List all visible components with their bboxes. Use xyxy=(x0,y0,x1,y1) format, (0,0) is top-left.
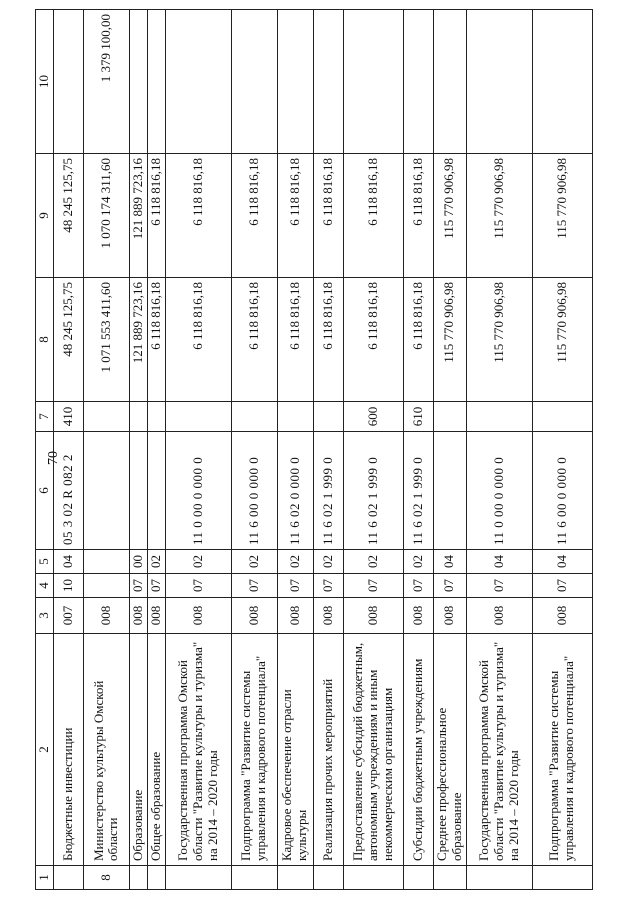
cell-c5: 04 xyxy=(532,550,592,574)
cell-c4 xyxy=(83,574,129,598)
cell-n xyxy=(147,866,165,890)
cell-name: Общее образование xyxy=(147,634,165,866)
cell-c8: 115 770 906,98 xyxy=(433,278,466,402)
column-header: 2 xyxy=(36,634,54,866)
cell-c5: 02 xyxy=(313,550,343,574)
cell-c5: 00 xyxy=(129,550,147,574)
budget-table xyxy=(35,9,593,890)
cell-name: Кадровое обеспечение отрасли культуры xyxy=(277,634,313,866)
table-row xyxy=(147,10,165,890)
cell-c10 xyxy=(466,10,532,154)
cell-c5: 02 xyxy=(277,550,313,574)
cell-name: Государственная программа Омской области "Развитие культуры и туризма" на 2014 – 2020 годы xyxy=(466,634,532,866)
cell-c4: 07 xyxy=(403,574,433,598)
cell-c3: 008 xyxy=(343,598,403,634)
cell-c8: 6 118 816,18 xyxy=(403,278,433,402)
cell-c7 xyxy=(313,402,343,432)
cell-name: Образование xyxy=(129,634,147,866)
table-row xyxy=(466,10,532,890)
cell-c9: 6 118 816,18 xyxy=(231,154,277,278)
cell-c10 xyxy=(532,10,592,154)
column-header: 6 xyxy=(36,432,54,550)
cell-n xyxy=(313,866,343,890)
cell-c3: 008 xyxy=(466,598,532,634)
table-row xyxy=(53,10,83,890)
cell-c3: 008 xyxy=(165,598,231,634)
cell-c4: 07 xyxy=(231,574,277,598)
cell-c9: 6 118 816,18 xyxy=(147,154,165,278)
cell-c3: 008 xyxy=(231,598,277,634)
table-row xyxy=(433,10,466,890)
cell-c8: 48 245 125,75 xyxy=(53,278,83,402)
cell-c10 xyxy=(231,10,277,154)
cell-c4: 07 xyxy=(433,574,466,598)
cell-c8: 6 118 816,18 xyxy=(277,278,313,402)
cell-name: Министерство культуры Омской области xyxy=(83,634,129,866)
cell-c7 xyxy=(83,402,129,432)
cell-c3: 008 xyxy=(277,598,313,634)
cell-c7 xyxy=(231,402,277,432)
cell-c7 xyxy=(433,402,466,432)
cell-n xyxy=(532,866,592,890)
cell-n xyxy=(165,866,231,890)
cell-c8: 6 118 816,18 xyxy=(147,278,165,402)
rotated-table-wrap xyxy=(35,10,635,890)
cell-c9: 6 118 816,18 xyxy=(313,154,343,278)
cell-c6 xyxy=(147,432,165,550)
header-row xyxy=(36,10,54,890)
cell-c7 xyxy=(129,402,147,432)
cell-c10 xyxy=(403,10,433,154)
cell-c6 xyxy=(433,432,466,550)
cell-c9: 48 245 125,75 xyxy=(53,154,83,278)
cell-c7: 610 xyxy=(403,402,433,432)
cell-n xyxy=(343,866,403,890)
column-header: 1 xyxy=(36,866,54,890)
cell-name: Предоставление субсидий бюджетным, автономным учреждениям и иным некоммерческим организациям xyxy=(343,634,403,866)
cell-c4: 07 xyxy=(129,574,147,598)
cell-c9: 115 770 906,98 xyxy=(433,154,466,278)
table-row xyxy=(165,10,231,890)
cell-name: Реализация прочих мероприятий xyxy=(313,634,343,866)
cell-c5: 04 xyxy=(433,550,466,574)
cell-c7 xyxy=(165,402,231,432)
cell-c7: 600 xyxy=(343,402,403,432)
cell-c9: 6 118 816,18 xyxy=(165,154,231,278)
column-header: 8 xyxy=(36,278,54,402)
cell-n xyxy=(466,866,532,890)
cell-c7 xyxy=(277,402,313,432)
cell-c3: 008 xyxy=(532,598,592,634)
cell-c10 xyxy=(147,10,165,154)
table-row xyxy=(277,10,313,890)
cell-c3: 008 xyxy=(147,598,165,634)
cell-c10: 1 379 100,00 xyxy=(83,10,129,154)
cell-c9: 1 070 174 311,60 xyxy=(83,154,129,278)
cell-c9: 121 889 723,16 xyxy=(129,154,147,278)
cell-name: Государственная программа Омской области "Развитие культуры и туризма" на 2014 – 2020 годы xyxy=(165,634,231,866)
table-row xyxy=(313,10,343,890)
cell-c9: 6 118 816,18 xyxy=(277,154,313,278)
cell-c6: 11 6 02 1 999 0 xyxy=(313,432,343,550)
cell-c10 xyxy=(277,10,313,154)
cell-c8: 1 071 553 411,60 xyxy=(83,278,129,402)
cell-c4: 07 xyxy=(313,574,343,598)
cell-c5: 02 xyxy=(147,550,165,574)
cell-c3: 008 xyxy=(403,598,433,634)
cell-c5: 02 xyxy=(403,550,433,574)
cell-c3: 007 xyxy=(53,598,83,634)
cell-c6: 05 3 02 R 082 2 xyxy=(53,432,83,550)
cell-c8: 6 118 816,18 xyxy=(313,278,343,402)
cell-c6: 11 0 00 0 000 0 xyxy=(165,432,231,550)
cell-c4: 07 xyxy=(165,574,231,598)
cell-c4: 07 xyxy=(466,574,532,598)
table-row xyxy=(532,10,592,890)
cell-n: 8 xyxy=(83,866,129,890)
cell-c8: 121 889 723,16 xyxy=(129,278,147,402)
cell-c6 xyxy=(83,432,129,550)
cell-c10 xyxy=(53,10,83,154)
cell-c5: 04 xyxy=(466,550,532,574)
table-row xyxy=(231,10,277,890)
cell-c3: 008 xyxy=(433,598,466,634)
cell-c7 xyxy=(147,402,165,432)
column-header: 3 xyxy=(36,598,54,634)
cell-name: Субсидии бюджетным учреждениям xyxy=(403,634,433,866)
cell-c10 xyxy=(129,10,147,154)
column-header: 7 xyxy=(36,402,54,432)
cell-c3: 008 xyxy=(129,598,147,634)
cell-c5: 02 xyxy=(231,550,277,574)
table-row xyxy=(343,10,403,890)
cell-c7 xyxy=(532,402,592,432)
cell-c4: 07 xyxy=(147,574,165,598)
cell-name: Подпрограмма "Развитие системы управления и кадрового потенциала" xyxy=(532,634,592,866)
cell-c5: 04 xyxy=(53,550,83,574)
cell-name: Бюджетные инвестиции xyxy=(53,634,83,866)
page-number: 70 xyxy=(46,451,61,465)
cell-c4: 07 xyxy=(343,574,403,598)
cell-c9: 6 118 816,18 xyxy=(403,154,433,278)
column-header: 5 xyxy=(36,550,54,574)
column-header: 4 xyxy=(36,574,54,598)
cell-c9: 115 770 906,98 xyxy=(466,154,532,278)
cell-c6: 11 6 02 0 000 0 xyxy=(277,432,313,550)
cell-c10 xyxy=(165,10,231,154)
cell-c6: 11 0 00 0 000 0 xyxy=(466,432,532,550)
cell-c8: 6 118 816,18 xyxy=(343,278,403,402)
cell-n xyxy=(277,866,313,890)
cell-c9: 6 118 816,18 xyxy=(343,154,403,278)
cell-c10 xyxy=(313,10,343,154)
cell-c3: 008 xyxy=(313,598,343,634)
column-header: 10 xyxy=(36,10,54,154)
cell-n xyxy=(433,866,466,890)
cell-n xyxy=(403,866,433,890)
cell-c8: 115 770 906,98 xyxy=(532,278,592,402)
cell-c6: 11 6 00 0 000 0 xyxy=(231,432,277,550)
cell-c6: 11 6 02 1 999 0 xyxy=(343,432,403,550)
cell-c5 xyxy=(83,550,129,574)
cell-c8: 115 770 906,98 xyxy=(466,278,532,402)
table-row xyxy=(129,10,147,890)
cell-c5: 02 xyxy=(165,550,231,574)
column-header: 9 xyxy=(36,154,54,278)
table-body xyxy=(53,10,592,890)
cell-n xyxy=(129,866,147,890)
cell-n xyxy=(53,866,83,890)
cell-c4: 10 xyxy=(53,574,83,598)
cell-c3: 008 xyxy=(83,598,129,634)
cell-c4: 07 xyxy=(532,574,592,598)
cell-c9: 115 770 906,98 xyxy=(532,154,592,278)
cell-c4: 07 xyxy=(277,574,313,598)
cell-c6: 11 6 02 1 999 0 xyxy=(403,432,433,550)
cell-c7: 410 xyxy=(53,402,83,432)
cell-c6: 11 6 00 0 000 0 xyxy=(532,432,592,550)
cell-c8: 6 118 816,18 xyxy=(231,278,277,402)
cell-c7 xyxy=(466,402,532,432)
cell-name: Подпрограмма "Развитие системы управления и кадрового потенциала" xyxy=(231,634,277,866)
cell-c5: 02 xyxy=(343,550,403,574)
cell-name: Среднее профессиональное образование xyxy=(433,634,466,866)
cell-c6 xyxy=(129,432,147,550)
table-row xyxy=(403,10,433,890)
cell-c10 xyxy=(433,10,466,154)
table-row xyxy=(83,10,129,890)
cell-c10 xyxy=(343,10,403,154)
cell-c8: 6 118 816,18 xyxy=(165,278,231,402)
cell-n xyxy=(231,866,277,890)
